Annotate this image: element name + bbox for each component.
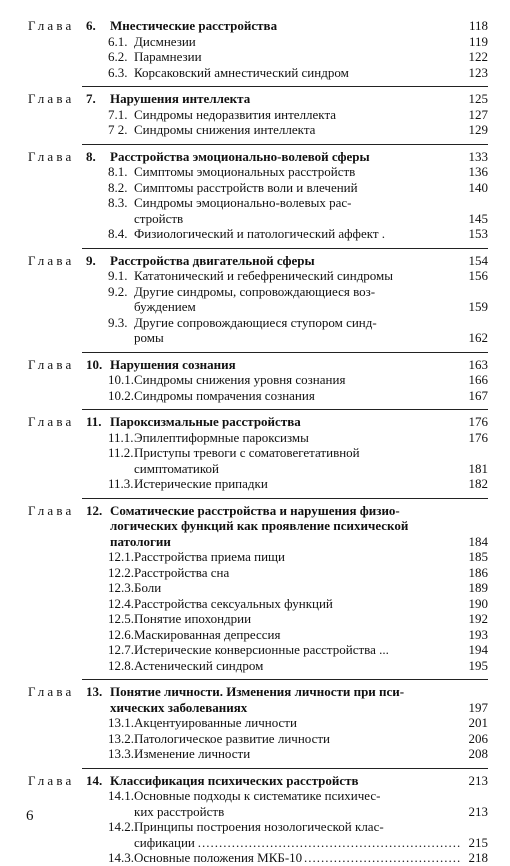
chapter-number: 10. bbox=[86, 356, 103, 372]
section-entry bbox=[28, 715, 488, 731]
section-entry bbox=[28, 580, 488, 596]
section-entry bbox=[28, 315, 488, 331]
section-entry bbox=[28, 284, 488, 300]
page-ref: 182 bbox=[468, 476, 488, 491]
section-number: 9.1. bbox=[108, 268, 128, 283]
chapter-entry bbox=[28, 768, 488, 866]
chapter-entry bbox=[28, 679, 488, 762]
section-entry bbox=[28, 268, 488, 284]
section-number: 12.1. bbox=[108, 549, 134, 564]
section-title: Синдромы эмоционально-волевых рас- bbox=[134, 195, 352, 210]
section-title: Основные подходы к систематике психичес- bbox=[134, 788, 381, 803]
chapter-entry bbox=[28, 18, 488, 80]
section-title: Кататонический и гебефренический синдромы bbox=[134, 268, 394, 283]
page-ref: 129 bbox=[468, 122, 488, 137]
chapter-divider bbox=[82, 498, 488, 499]
page-ref: 166 bbox=[468, 372, 488, 387]
chapter-divider bbox=[82, 144, 488, 145]
chapter-label: Глава bbox=[28, 148, 75, 164]
section-entry bbox=[28, 642, 488, 658]
page-ref: 159 bbox=[468, 299, 488, 314]
section-title: Маскированная депрессия bbox=[134, 626, 281, 642]
chapter-number: 9. bbox=[86, 252, 96, 268]
chapter-title: хических заболеваниях bbox=[110, 699, 248, 715]
section-number: 10.2. bbox=[108, 387, 134, 403]
page-ref: 194 bbox=[468, 642, 488, 657]
chapter-title-line bbox=[28, 91, 488, 107]
section-title: Физиологический и патологический аффект . bbox=[134, 226, 386, 241]
section-number: 12.6. bbox=[108, 626, 134, 642]
page-ref: 195 bbox=[468, 657, 488, 673]
section-number: 12.4. bbox=[108, 595, 134, 611]
chapter-number: 11. bbox=[86, 414, 102, 429]
chapter-title: Нарушения сознания bbox=[110, 356, 236, 372]
section-entry bbox=[28, 596, 488, 612]
page-ref: 213 bbox=[468, 803, 488, 819]
section-number: 13.3. bbox=[108, 746, 134, 761]
section-number: 9.2. bbox=[108, 283, 128, 299]
section-title: Синдромы снижения уровня сознания bbox=[134, 372, 346, 387]
section-title: Приступы тревоги с соматовегетативной bbox=[134, 445, 360, 460]
page-ref: 122 bbox=[468, 49, 488, 64]
section-title: Боли bbox=[134, 580, 162, 595]
section-entry bbox=[28, 164, 488, 180]
section-number: 12.2. bbox=[108, 564, 134, 580]
section-title: Синдромы недоразвития интеллекта bbox=[134, 106, 337, 122]
section-title: Симптомы эмоциональных расстройств bbox=[134, 164, 356, 179]
page-ref: 123 bbox=[468, 64, 488, 80]
section-number: 10.1. bbox=[108, 372, 134, 387]
page-ref: 184 bbox=[468, 533, 488, 549]
chapter-label: Глава bbox=[28, 684, 75, 699]
chapter-entry bbox=[28, 86, 488, 138]
section-number: 11.3. bbox=[108, 476, 134, 491]
section-entry bbox=[28, 180, 488, 196]
section-entry bbox=[28, 65, 488, 81]
page-ref: 127 bbox=[468, 106, 488, 122]
chapter-title-line bbox=[28, 503, 488, 519]
section-title: Принципы построения нозологической клас- bbox=[134, 819, 384, 834]
section-title: ромы bbox=[134, 330, 164, 345]
page-number: 6 bbox=[26, 808, 34, 824]
section-entry bbox=[28, 658, 488, 674]
section-entry bbox=[28, 565, 488, 581]
section-number: 8.3. bbox=[108, 195, 128, 210]
chapter-entry bbox=[28, 248, 488, 346]
table-of-contents bbox=[28, 18, 488, 866]
page-ref: 167 bbox=[468, 387, 488, 403]
section-number: 8.2. bbox=[108, 179, 128, 195]
page-ref: 215 bbox=[468, 834, 488, 850]
chapter-title: Пароксизмальные расстройства bbox=[110, 414, 301, 429]
page-ref: 140 bbox=[468, 179, 488, 195]
chapter-title-line bbox=[28, 518, 488, 534]
chapter-divider bbox=[82, 248, 488, 249]
section-number: 12.8. bbox=[108, 657, 134, 673]
section-entry bbox=[28, 388, 488, 404]
chapter-title-line bbox=[28, 18, 488, 34]
chapter-label: Глава bbox=[28, 356, 75, 372]
section-entry bbox=[28, 226, 488, 242]
page-ref: 154 bbox=[468, 252, 488, 268]
page-ref: 163 bbox=[468, 356, 488, 372]
section-number: 14.3. bbox=[108, 850, 134, 865]
section-title: Синдромы помрачения сознания bbox=[134, 387, 315, 403]
chapter-number: 13. bbox=[86, 684, 103, 699]
section-entry bbox=[28, 211, 488, 227]
chapter-entry bbox=[28, 144, 488, 242]
section-title: Дисмнезии bbox=[134, 33, 196, 49]
page-ref: 201 bbox=[468, 715, 488, 730]
section-title: Акцентуированные личности bbox=[134, 715, 297, 730]
section-number: 6.1. bbox=[108, 33, 128, 49]
chapter-title-line bbox=[28, 253, 488, 269]
section-entry bbox=[28, 330, 488, 346]
page-ref: 162 bbox=[468, 330, 488, 345]
chapter-title-line bbox=[28, 700, 488, 716]
chapter-number: 6. bbox=[86, 18, 96, 33]
page-ref: 206 bbox=[468, 730, 488, 746]
page-ref: 190 bbox=[468, 595, 488, 611]
chapter-title: Мнестические расстройства bbox=[110, 18, 278, 33]
section-entry bbox=[28, 372, 488, 388]
section-title: стройств bbox=[134, 210, 184, 226]
section-title: Синдромы снижения интеллекта bbox=[134, 122, 316, 137]
chapter-title: Расстройства двигательной сферы bbox=[110, 252, 315, 268]
section-entry bbox=[28, 107, 488, 123]
section-number: 9.3. bbox=[108, 314, 128, 330]
section-title: Основные положения МКБ-10 bbox=[134, 850, 303, 865]
section-entry bbox=[28, 122, 488, 138]
section-number: 6.3. bbox=[108, 64, 128, 80]
chapter-label: Глава bbox=[28, 414, 75, 429]
chapter-title-line bbox=[28, 684, 488, 700]
chapter-number: 12. bbox=[86, 502, 103, 518]
page-ref: 145 bbox=[468, 210, 488, 226]
page-ref: 176 bbox=[468, 429, 488, 445]
chapter-title: Соматические расстройства и нарушения физио- bbox=[110, 502, 400, 518]
page-ref: 218 bbox=[468, 850, 488, 865]
section-number: 12.3. bbox=[108, 580, 134, 595]
page-ref: 118 bbox=[468, 18, 488, 33]
chapter-title-line bbox=[28, 773, 488, 789]
section-number: 12.7. bbox=[108, 642, 134, 657]
page-ref: 193 bbox=[468, 626, 488, 642]
page-ref: 153 bbox=[468, 226, 488, 241]
chapter-title-line bbox=[28, 414, 488, 430]
page-ref: 189 bbox=[468, 580, 488, 595]
section-title: Истерические конверсионные расстройства ... bbox=[134, 642, 389, 657]
section-number: 11.2. bbox=[108, 445, 134, 460]
section-title: Расстройства сексуальных функций bbox=[134, 595, 333, 611]
section-title: Эпилептиформные пароксизмы bbox=[134, 429, 309, 445]
section-entry bbox=[28, 819, 488, 835]
chapter-title-line bbox=[28, 534, 488, 550]
section-entry bbox=[28, 430, 488, 446]
chapter-title-line bbox=[28, 149, 488, 165]
chapter-divider bbox=[82, 352, 488, 353]
chapter-divider bbox=[82, 679, 488, 680]
section-entry bbox=[28, 445, 488, 461]
chapter-divider bbox=[82, 409, 488, 410]
section-title: ких расстройств bbox=[134, 803, 225, 819]
section-entry bbox=[28, 461, 488, 477]
chapter-label: Глава bbox=[28, 18, 75, 33]
chapter-entry bbox=[28, 352, 488, 404]
chapter-title: патологии bbox=[110, 533, 171, 549]
section-title: Парамнезии bbox=[134, 49, 202, 64]
chapter-title: Классификация психических расстройств bbox=[110, 772, 359, 788]
page-ref: 133 bbox=[468, 148, 488, 164]
section-number: 7.1. bbox=[108, 106, 128, 122]
page-ref: 192 bbox=[468, 611, 488, 626]
chapter-number: 7. bbox=[86, 91, 96, 106]
section-title: Другие синдромы, сопровождающиеся воз- bbox=[134, 283, 376, 299]
section-entry bbox=[28, 549, 488, 565]
page-ref: 136 bbox=[468, 164, 488, 179]
page-ref: 176 bbox=[468, 414, 488, 429]
chapter-title-line bbox=[28, 357, 488, 373]
chapter-label: Глава bbox=[28, 772, 75, 788]
section-entry bbox=[28, 788, 488, 804]
chapter-entry bbox=[28, 409, 488, 492]
section-title: сификации bbox=[134, 834, 195, 850]
section-entry bbox=[28, 476, 488, 492]
section-title: Истерические припадки bbox=[134, 476, 268, 491]
chapter-entry bbox=[28, 498, 488, 674]
chapter-label: Глава bbox=[28, 252, 75, 268]
chapter-label: Глава bbox=[28, 91, 75, 106]
section-title: Корсаковский амнестический синдром bbox=[134, 64, 349, 80]
chapter-title: Расстройства эмоционально-волевой сферы bbox=[110, 148, 370, 164]
section-title: Другие сопровождающиеся ступором синд- bbox=[134, 314, 377, 330]
page-ref: 186 bbox=[468, 564, 488, 580]
section-title: Патологическое развитие личности bbox=[134, 730, 331, 746]
page-ref: 156 bbox=[468, 268, 488, 283]
section-title: Изменение личности bbox=[134, 746, 251, 761]
chapter-divider bbox=[82, 86, 488, 87]
chapter-title: Нарушения интеллекта bbox=[110, 91, 251, 106]
page-ref: 185 bbox=[468, 549, 488, 564]
page-ref: 125 bbox=[468, 91, 488, 106]
page-ref: 119 bbox=[468, 33, 488, 49]
section-entry bbox=[28, 611, 488, 627]
section-entry bbox=[28, 850, 488, 866]
section-number: 11.1. bbox=[108, 429, 134, 445]
section-entry bbox=[28, 627, 488, 643]
section-number: 8.1. bbox=[108, 164, 128, 179]
section-entry bbox=[28, 299, 488, 315]
section-entry bbox=[28, 195, 488, 211]
section-number: 8.4. bbox=[108, 226, 128, 241]
chapter-number: 8. bbox=[86, 148, 96, 164]
page-ref: 213 bbox=[468, 772, 488, 788]
section-entry bbox=[28, 49, 488, 65]
section-title: Расстройства сна bbox=[134, 564, 230, 580]
section-number: 12.5. bbox=[108, 611, 134, 626]
section-number: 7 2. bbox=[108, 122, 128, 137]
page-ref: 181 bbox=[468, 460, 488, 476]
chapter-label: Глава bbox=[28, 502, 75, 518]
section-title: Понятие ипохондрии bbox=[134, 611, 252, 626]
section-number: 6.2. bbox=[108, 49, 128, 64]
section-number: 13.2. bbox=[108, 730, 134, 746]
chapter-divider bbox=[82, 768, 488, 769]
chapter-number: 14. bbox=[86, 772, 103, 788]
section-entry bbox=[28, 835, 488, 851]
page-ref: 197 bbox=[468, 699, 488, 715]
section-number: 14.2. bbox=[108, 819, 134, 834]
section-title: буждением bbox=[134, 299, 196, 314]
section-title: Расстройства приема пищи bbox=[134, 549, 285, 564]
section-entry bbox=[28, 34, 488, 50]
section-entry bbox=[28, 804, 488, 820]
section-entry bbox=[28, 731, 488, 747]
section-entry bbox=[28, 746, 488, 762]
section-title: симптоматикой bbox=[134, 460, 219, 476]
section-number: 14.1. bbox=[108, 788, 134, 803]
chapter-title: Понятие личности. Изменения личности при пси- bbox=[110, 684, 405, 699]
section-title: Астенический синдром bbox=[134, 657, 264, 673]
page-ref: 208 bbox=[468, 746, 488, 761]
section-title: Симптомы расстройств воли и влечений bbox=[134, 179, 358, 195]
chapter-title: логических функций как проявление психической bbox=[110, 518, 409, 533]
section-number: 13.1. bbox=[108, 715, 134, 730]
